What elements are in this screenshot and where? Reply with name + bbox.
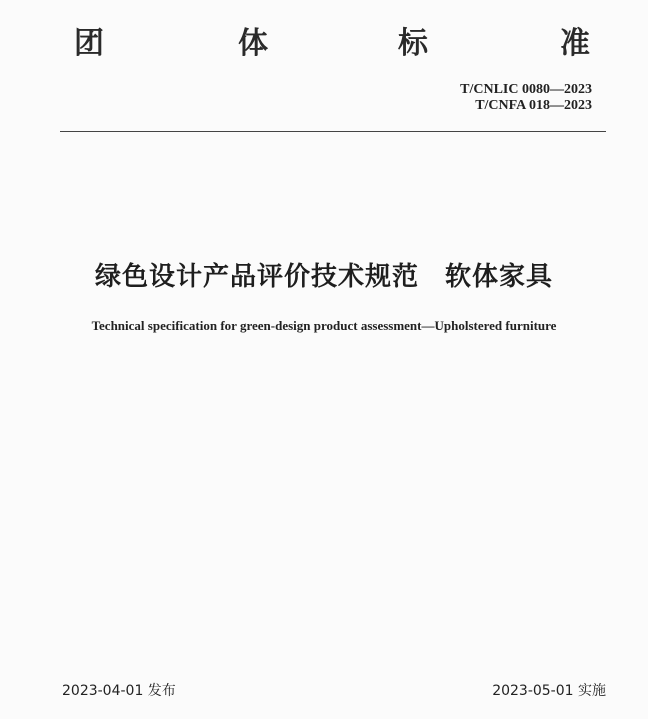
heading-char-4: 准 [560,26,590,61]
standard-type-heading [60,24,600,64]
standard-code-1: T/CNLIC 0080—2023 [460,82,592,97]
implement-date: 2023-05-01 实施 [492,683,606,699]
standard-code-2: T/CNFA 018—2023 [475,98,592,113]
heading-char-1: 团 [74,26,104,61]
title-english: Technical specification for green-design product assessment—Upholstered furniture [91,318,557,333]
title-chinese-main: 绿色设计产品评价技术规范 [94,262,419,292]
title-chinese-sub: 软体家具 [445,262,554,292]
heading-char-3: 标 [398,26,428,61]
publish-date: 2023-04-01 发布 [62,683,176,699]
standard-codes [460,82,592,114]
heading-char-2: 体 [238,26,268,61]
title-chinese [0,256,648,293]
header-divider [60,131,606,132]
